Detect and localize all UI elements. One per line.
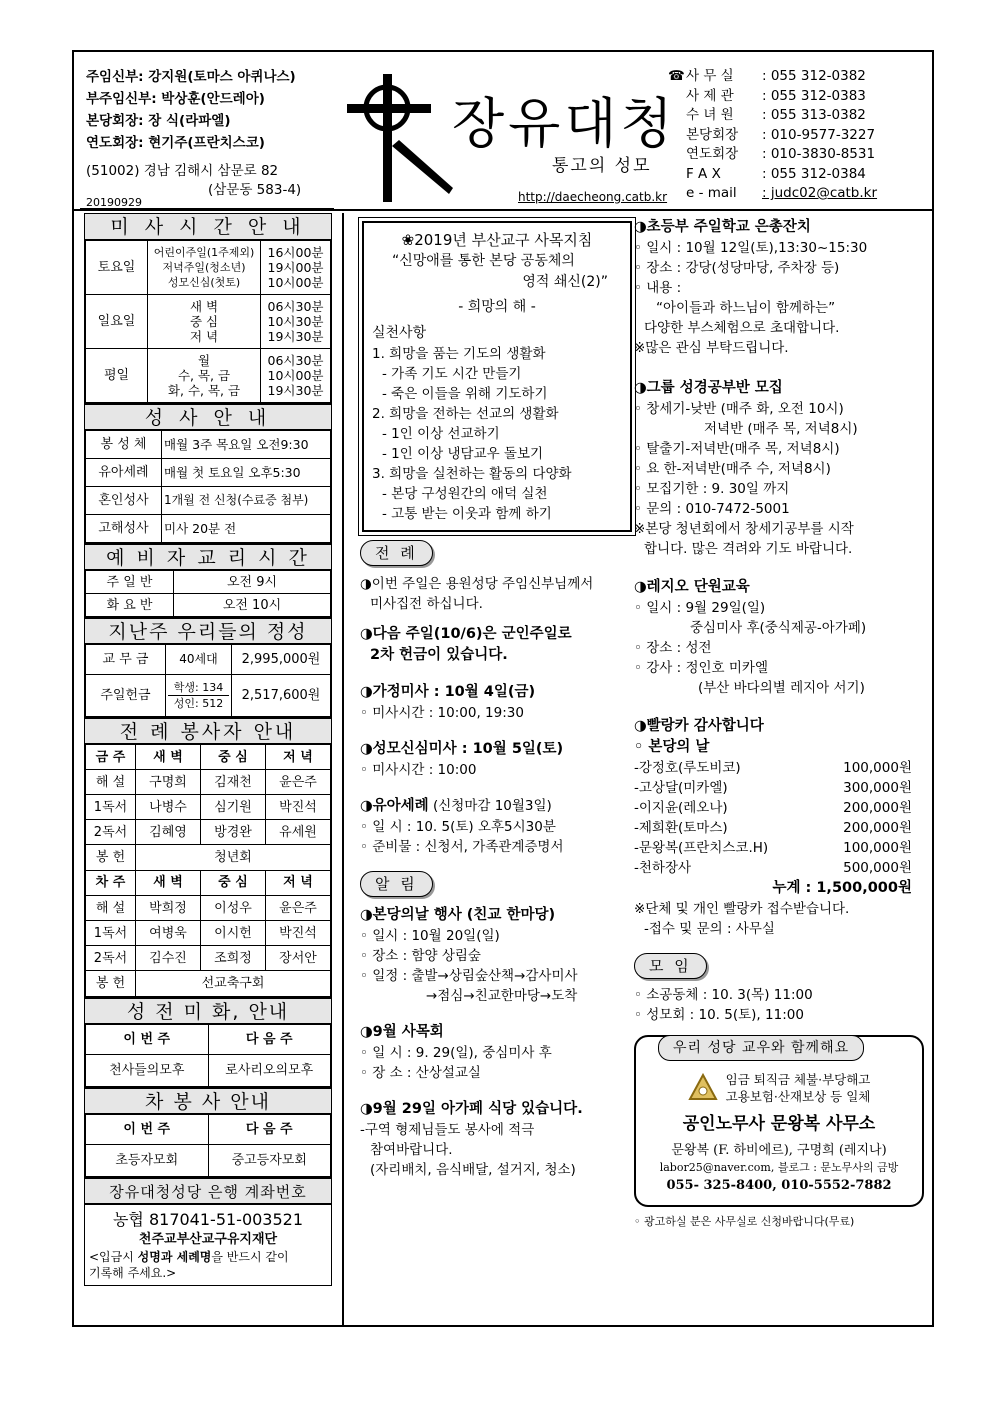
contact-list (668, 67, 878, 204)
contact-row: 수 녀 원 : 055 313-0382 (686, 107, 866, 123)
bulletin-title: 장유대청 (452, 92, 677, 155)
clergy-list (86, 66, 301, 200)
liturgy-label: 전 례 (360, 540, 433, 566)
section-title: 장유대청성당 은행 계좌번호 (85, 1178, 331, 1204)
bank-section: 장유대청성당 은행 계좌번호 농협 817041-51-003521 천주교부산교구유지재단 <입금시 성명과 세례명을 반드시 같이 기록해 주세요.> (84, 1178, 332, 1286)
emblem-icon (688, 1073, 718, 1103)
list-item: -고상달(미카엘) 300,000원 (634, 780, 912, 796)
donation-total: 누계 : 1,500,000원 (772, 880, 912, 896)
bulletin-frame (72, 50, 934, 1327)
ad-phone: 055- 325-8400, 010-5552-7882 (666, 1178, 892, 1193)
email-link[interactable]: : judc02@catb.kr (762, 185, 878, 201)
meeting-label: 모 임 (634, 953, 707, 979)
list-item: -강정호(루도비코) 100,000원 (634, 760, 912, 776)
offering-section: 지난주 우리들의 정성 교 무 금 40세대 2,995,000원 주일헌금 학생: 134 성인: 512 2,517,600원 (84, 618, 332, 718)
list-item: -이지윤(레오나) 200,000원 (634, 800, 912, 816)
address: (51002) 경남 김해시 삼문로 82 (삼문동 583-4) (86, 163, 302, 198)
sacrament-section: 성 사 안 내 봉 성 체 매월 3주 목요일 오전9:30 유아세례 매월 첫 토요일 오후5:30 혼인성사 1개월 전 신청(수료증 첨부) 고해성사 미사 20분 전 (84, 404, 332, 544)
section-title: 차 봉 사 안내 (85, 1088, 331, 1114)
header (74, 52, 932, 211)
section-title: 미 사 시 간 안 내 (85, 214, 331, 240)
funeral-president: 연도회장: 현기주(프란치스코) (86, 135, 265, 151)
contact-row: e - mail : judc02@catb.kr (686, 184, 877, 204)
parish-president: 본당회장: 장 식(라파엘) (86, 113, 231, 129)
catechism-section: 예 비 자 교 리 시 간 주 일 반 오전 9시 화 요 반 오전 10시 (84, 544, 332, 618)
liturgy-notices: 전 례 ◑이번 주일은 용원성당 주임신부님께서 미사집전 하십니다. ◑다음 주일(10/6)은 군인주일로 2차 헌금이 있습니다. ◑가정미사 : 10월 4일(금) ◦ 미사시간 : 10:00, 19:30 ◑성모신심미사 : 10월 5일(토) ◦ 미사시간 : 10:00 ◑유아세례 (신청마감 10월3일) ◦ 일 시 : 10. 5(토) 오후5시30분 ◦ 준비물 : 신청서, 가족관계증명서 알 림 ◑본당의날 행사 (친교 한마당) ◦ 일시 : 10월 20일(일) ◦ 장소 : 함양 상림숲 ◦ 일정 : 출발→상림숲산책→감사미사 →점심→친교한마당→도착 ◑9월 사목회 ◦ 일 시 : 9. 29(일), 중심미사 후 ◦ 장 소 : 산상설교실 ◑9월 29일 아가페 식당 있습니다. -구역 형제님들도 봉사에 적극 참여바랍니다. (자리배치, 음식배달, 설거지, 청소) (344, 532, 628, 1180)
phone-icon: ☎ (668, 68, 685, 84)
contact-row: F A X : 055 312-0384 (686, 165, 866, 182)
section-title: 예 비 자 교 리 시 간 (85, 544, 331, 570)
flower-section: 성 전 미 화, 안내 이 번 주 다 음 주 천사들의모후 로사리오의모후 (84, 998, 332, 1088)
issue-date: 20190929 (86, 196, 142, 209)
donor-list (634, 758, 930, 878)
contact-row: 연도회장 : 010-3830-8531 (686, 146, 876, 162)
section-title: 성 전 미 화, 안내 (85, 998, 331, 1024)
bulletin-subtitle: 통고의 성모 (552, 156, 652, 176)
ad-title: 우리 성당 교우와 함께해요 (658, 1035, 864, 1061)
list-item: -제희환(토마스) 200,000원 (634, 820, 912, 836)
left-column (84, 213, 332, 1286)
cross-logo-icon (339, 66, 459, 206)
notice-label: 알 림 (360, 871, 433, 897)
list-item: -문왕복(프란치스코.H) 100,000원 (634, 840, 912, 856)
section-title: 전 례 봉사자 안내 (85, 718, 331, 744)
divider (80, 208, 334, 209)
servers-this-week-table: 금 주 새 벽 중 심 저 녁 해 설 구명희 김재천 윤은주 1독서 나병수 심기원 박진석 2독서 김혜영 방경완 유세원 (85, 744, 331, 845)
diocese-icon: ❀ (401, 231, 415, 249)
contact-row: 사 제 관 : 055 312-0383 (686, 87, 866, 104)
pastoral-guide-box: ❀2019년 부산교구 사목지침 “신망애를 통한 본당 공동체의 영적 쇄신(2)” - 희망의 해 - 실천사항 1. 희망을 품는 기도의 생활화 - 가족 기도 시간 만들기 - 죽은 이들을 위해 기도하기 2. 희망을 전하는 선교의 생활화 - 1인 이상 선교하기 - 1인 이상 냉담교우 돌보기 3. 희망을 실천하는 활동의 다양화 - 본당 구성원간의 애덕 실천 - 고통 받는 이웃과 함께 하기 (362, 221, 632, 532)
liturgy-servers-section: 전 례 봉사자 안내 금 주 새 벽 중 심 저 녁 해 설 구명희 김재천 윤은주 1독서 나병수 심기원 박진석 2독서 김혜영 방경완 유세원 봉 헌 청년회 차 주 새 벽 중 심 저 녁 해 설 박희정 이성우 윤은주 1독서 여병욱 이시헌 박진석 2독서 김수진 조희정 장서안 봉 헌 선교축구회 (84, 718, 332, 998)
website-link[interactable]: http://daecheong.catb.kr (518, 190, 668, 204)
contact-row: 본당회장 : 010-9577-3227 (686, 126, 876, 143)
list-item: -천하장사 500,000원 (634, 860, 912, 876)
advertisement-box: 우리 성당 교우와 함께해요 임금 퇴직금 체불·부당해고 고용보험·산재보상 등 일체 공인노무사 문왕복 사무소 문왕복 (F. 하비에르), 구명희 (레지나) labor25@naver.com, 블로그 : 문노무사의 금방 055- 325-8400, 010-5552-7882 (634, 1035, 924, 1207)
section-title: 지난주 우리들의 정성 (85, 618, 331, 644)
right-column: ◑초등부 주일학교 은총잔치 ◦ 일시 : 10월 12일(토),13:30~15:30 ◦ 장소 : 강당(성당마당, 주차장 등) ◦ 내용 : “아이들과 하느님이 함께하는” 다양한 부스체험으로 초대합니다. ※많은 관심 부탁드립니다. ◑그룹 성경공부반 모집 ◦ 창세기-낮반 (매주 화, 오전 10시) 저녁반 (매주 목, 저녁8시) ◦ 탈출기-저녁반(매주 목, 저녁8시) ◦ 요 한-저녁반(매주 수, 저녁8시) ◦ 모집기한 : 9. 30일 까지 ◦ 문의 : 010-7472-5001 ※본당 청년회에서 창세기공부를 시작 합니다. 많은 격려와 기도 바랍니다. ◑레지오 단원교육 ◦ 일시 : 9월 29일(일) 중심미사 후(중식제공-아가페) ◦ 장소 : 성전 ◦ 강사 : 정인호 미카엘 (부산 바다의별 레지아 서기) ◑빨랑카 감사합니다 ◦ 본당의 날 -강정호(루도비코) 100,000원 -고상달(미카엘) 300,000원 -이지윤(레오나) 200,000원 -제희환(토마스) 200,000원 -문왕복(프란치스코.H) 100,000원 -천하장사 500,000원 누계 : 1,500,000원 ※단체 및 개인 빨랑카 접수받습니다. -접수 및 문의 : 사무실 모 임 ◦ 소공동체 : 10. 3(목) 11:00 ◦ 성모회 : 10. 5(토), 11:00 우리 성당 교우와 함께해요 임금 퇴직금 체불·부당해고 고용보험·산재보상 등 일체 공인노무사 문왕복 사무소 문왕복 (F. 하비에르), 구명희 (레지나) labor25@naver.com, 블로그 : 문노무사의 금방 055- 325-8400, 010-5552-7882 ◦ 광고하실 분은 사무실로 신청바랍니다(무료) (634, 213, 930, 1229)
bank-account: 농협 817041-51-003521 (112, 1209, 304, 1229)
middle-column (342, 213, 628, 1325)
contact-row: ☎ 사 무 실 : 055 312-0382 (686, 67, 877, 87)
section-title: 성 사 안 내 (85, 404, 331, 430)
mass-times-table: 토요일 어린이주일(1주제외) 저녁주일(청소년) 성모신심(첫토) 16시00분 19시00분 10시00분 일요일 새 벽 중 심 저 녁 06시30분 10시30분 19시30분 평일 월 수, 목, 금 화, 수, 목, 금 06시30분 10시00분 19시30분 (85, 240, 331, 403)
servers-next-week-table: 차 주 새 벽 중 심 저 녁 해 설 박희정 이성우 윤은주 1독서 여병욱 이시헌 박진석 2독서 김수진 조희정 장서안 (85, 871, 331, 972)
car-service-section: 차 봉 사 안내 이 번 주 다 음 주 초등자모회 중고등자모회 (84, 1088, 332, 1178)
mass-times-section (84, 213, 332, 404)
ad-email[interactable]: labor25@naver.com, 블로그 : 문노무사의 금방 (659, 1161, 899, 1174)
ad-company: 공인노무사 문왕복 사무소 (682, 1114, 876, 1134)
pastor: 주임신부: 강지원(토마스 아퀴나스) (86, 69, 296, 85)
assistant-pastor: 부주임신부: 박상훈(안드레아) (86, 91, 265, 107)
